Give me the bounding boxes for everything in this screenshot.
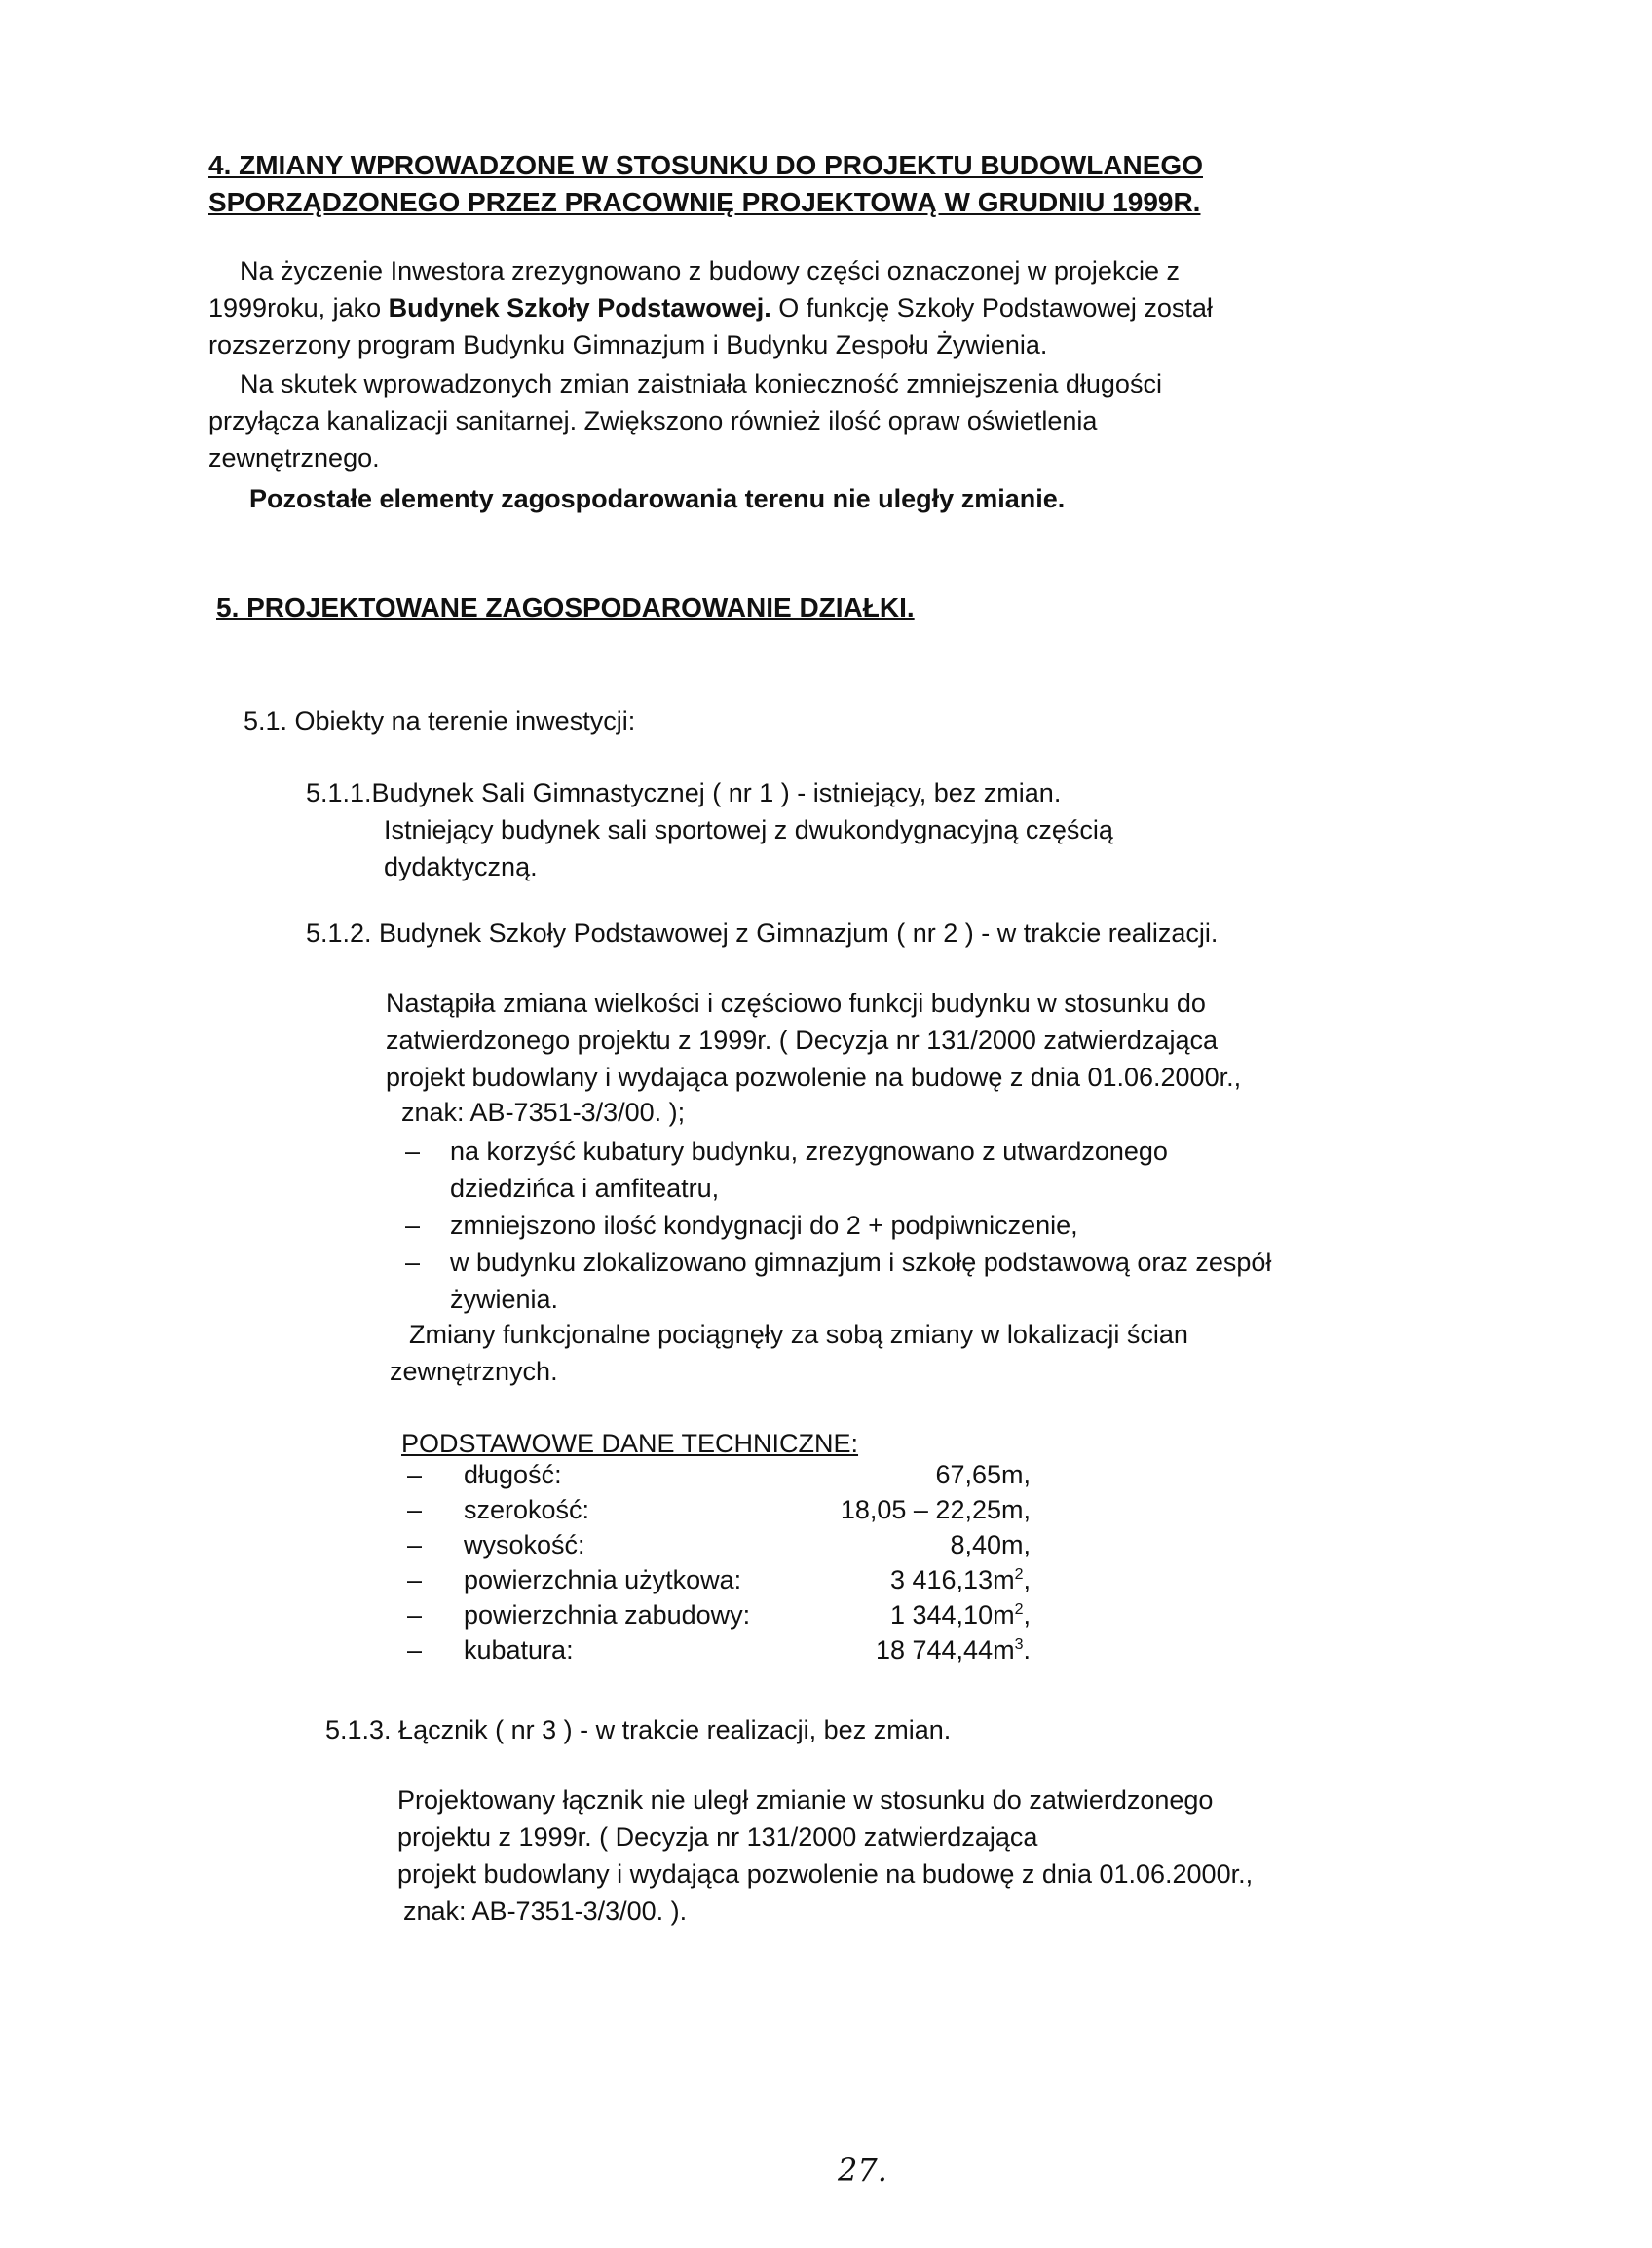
section-4-heading-line-1: 4. ZMIANY WPROWADZONE W STOSUNKU DO PROJEKTU BUDOWLANEGO bbox=[208, 150, 1203, 180]
tech-value-number: 67,65m, bbox=[935, 1460, 1031, 1489]
tech-value-number: 18 744,44m bbox=[875, 1635, 1015, 1665]
section-4-conclusion: Pozostałe elementy zagospodarowania terenu nie uległy zmianie. bbox=[249, 484, 1066, 513]
tech-row-usable-area bbox=[407, 1562, 1031, 1597]
subsection-5-1-2-after-line-1: Zmiany funkcjonalne pociągnęły za sobą zmiany w lokalizacji ścian bbox=[409, 1320, 1188, 1349]
tech-value-tail: , bbox=[1023, 1600, 1031, 1630]
subsection-5-1-2-paragraph-line-3: projekt budowlany i wydająca pozwolenie na budowę z dnia 01.06.2000r., bbox=[386, 1063, 1242, 1092]
bullet-dash: – bbox=[405, 1248, 421, 1277]
unit-exponent: 2 bbox=[1014, 1566, 1024, 1583]
bullet-1-line-2: dziedzińca i amfiteatru, bbox=[450, 1174, 720, 1203]
subsection-5-1-1-title: 5.1.1.Budynek Sali Gimnastycznej ( nr 1 ) - istniejący, bez zmian. bbox=[306, 778, 1062, 807]
tech-label: wysokość: bbox=[464, 1530, 585, 1559]
subsection-5-1-1-line-2: Istniejący budynek sali sportowej z dwukondygnacyjną częścią bbox=[384, 815, 1113, 844]
tech-value bbox=[935, 1457, 1031, 1492]
subsection-5-1-3-line-2: projektu z 1999r. ( Decyzja nr 131/2000 zatwierdzająca bbox=[397, 1822, 1038, 1852]
bullet-dash: – bbox=[407, 1565, 423, 1594]
section-4-paragraph-2-line-3: zewnętrznego. bbox=[208, 443, 380, 472]
tech-row-length bbox=[407, 1457, 1031, 1492]
section-4-heading-line-2: SPORZĄDZONEGO PRZEZ PRACOWNIĘ PROJEKTOWĄ W GRUDNIU 1999R. bbox=[208, 187, 1201, 217]
subsection-5-1-2-paragraph-line-4: znak: AB-7351-3/3/00. ); bbox=[401, 1098, 686, 1127]
section-4-paragraph-1-line-1: Na życzenie Inwestora zrezygnowano z budowy części oznaczonej w projekcie z bbox=[240, 256, 1180, 285]
tech-row-built-area bbox=[407, 1597, 1031, 1632]
tech-value-number: 3 416,13m bbox=[889, 1565, 1015, 1594]
tech-value bbox=[841, 1492, 1031, 1527]
bullet-dash: – bbox=[407, 1530, 423, 1559]
tech-value bbox=[950, 1527, 1031, 1562]
tech-value-number: 18,05 – 22,25m, bbox=[840, 1495, 1031, 1524]
tech-data-heading: PODSTAWOWE DANE TECHNICZNE: bbox=[401, 1429, 859, 1458]
tech-value bbox=[876, 1632, 1031, 1667]
unit-exponent: 3 bbox=[1014, 1636, 1024, 1653]
bullet-dash: – bbox=[405, 1211, 421, 1240]
tech-label: powierzchnia użytkowa: bbox=[464, 1565, 742, 1594]
section-4-paragraph-2-line-1: Na skutek wprowadzonych zmian zaistniała konieczność zmniejszenia długości bbox=[240, 369, 1162, 398]
bullet-dash: – bbox=[407, 1460, 423, 1489]
tech-value-tail: , bbox=[1023, 1565, 1031, 1594]
tech-label: szerokość: bbox=[464, 1495, 590, 1524]
subsection-5-1-2-paragraph-line-2: zatwierdzonego projektu z 1999r. ( Decyzja nr 131/2000 zatwierdzająca bbox=[386, 1026, 1218, 1055]
unit-exponent: 2 bbox=[1014, 1601, 1024, 1618]
text-run: 1999roku, jako bbox=[208, 293, 389, 322]
tech-value-number: 1 344,10m bbox=[889, 1600, 1015, 1630]
subsection-5-1-2-after-line-2: zewnętrznych. bbox=[390, 1357, 558, 1386]
tech-value-tail: . bbox=[1023, 1635, 1031, 1665]
subsection-5-1-2-paragraph-line-1: Nastąpiła zmiana wielkości i częściowo funkcji budynku w stosunku do bbox=[386, 989, 1206, 1018]
tech-label: kubatura: bbox=[464, 1635, 574, 1665]
section-4-paragraph-2-line-2: przyłącza kanalizacji sanitarnej. Zwiększono również ilość opraw oświetlenia bbox=[208, 406, 1098, 435]
subsection-5-1-3-line-1: Projektowany łącznik nie uległ zmianie w stosunku do zatwierdzonego bbox=[397, 1785, 1214, 1815]
bullet-dash: – bbox=[405, 1137, 421, 1166]
text-run: O funkcję Szkoły Podstawowej został bbox=[770, 293, 1213, 322]
section-4-paragraph-1-line-3: rozszerzony program Budynku Gimnazjum i Budynku Zespołu Żywienia. bbox=[208, 330, 1048, 359]
tech-row-volume bbox=[407, 1632, 1031, 1667]
tech-row-width bbox=[407, 1492, 1031, 1527]
subsection-5-1-3-line-4: znak: AB-7351-3/3/00. ). bbox=[403, 1896, 688, 1926]
tech-value bbox=[890, 1597, 1031, 1632]
bullet-3-line-1: w budynku zlokalizowano gimnazjum i szkołę podstawową oraz zespół bbox=[450, 1248, 1272, 1277]
subsection-5-1-2-title: 5.1.2. Budynek Szkoły Podstawowej z Gimnazjum ( nr 2 ) - w trakcie realizacji. bbox=[306, 918, 1219, 948]
bullet-2: zmniejszono ilość kondygnacji do 2 + podpiwniczenie, bbox=[450, 1211, 1078, 1240]
bullet-dash: – bbox=[407, 1495, 423, 1524]
tech-label: długość: bbox=[464, 1460, 562, 1489]
bold-text-run: Budynek Szkoły Podstawowej. bbox=[388, 293, 771, 322]
tech-data-table bbox=[407, 1457, 1031, 1681]
tech-label: powierzchnia zabudowy: bbox=[464, 1600, 751, 1630]
subsection-5-1-heading: 5.1. Obiekty na terenie inwestycji: bbox=[244, 706, 636, 735]
page-number: 27. bbox=[838, 2152, 887, 2189]
section-5-heading: 5. PROJEKTOWANE ZAGOSPODAROWANIE DZIAŁKI. bbox=[216, 592, 915, 622]
subsection-5-1-3-title: 5.1.3. Łącznik ( nr 3 ) - w trakcie realizacji, bez zmian. bbox=[325, 1715, 952, 1744]
bullet-dash: – bbox=[407, 1600, 423, 1630]
tech-value bbox=[890, 1562, 1031, 1597]
section-4-paragraph-1-line-2 bbox=[208, 290, 1213, 325]
bullet-1-line-1: na korzyść kubatury budynku, zrezygnowano z utwardzonego bbox=[450, 1137, 1168, 1166]
bullet-dash: – bbox=[407, 1635, 423, 1665]
subsection-5-1-3-line-3: projekt budowlany i wydająca pozwolenie na budowę z dnia 01.06.2000r., bbox=[397, 1859, 1254, 1889]
tech-value-number: 8,40m, bbox=[950, 1530, 1031, 1559]
subsection-5-1-1-line-3: dydaktyczną. bbox=[384, 852, 538, 881]
tech-row-height bbox=[407, 1527, 1031, 1562]
bullet-3-line-2: żywienia. bbox=[450, 1285, 559, 1314]
